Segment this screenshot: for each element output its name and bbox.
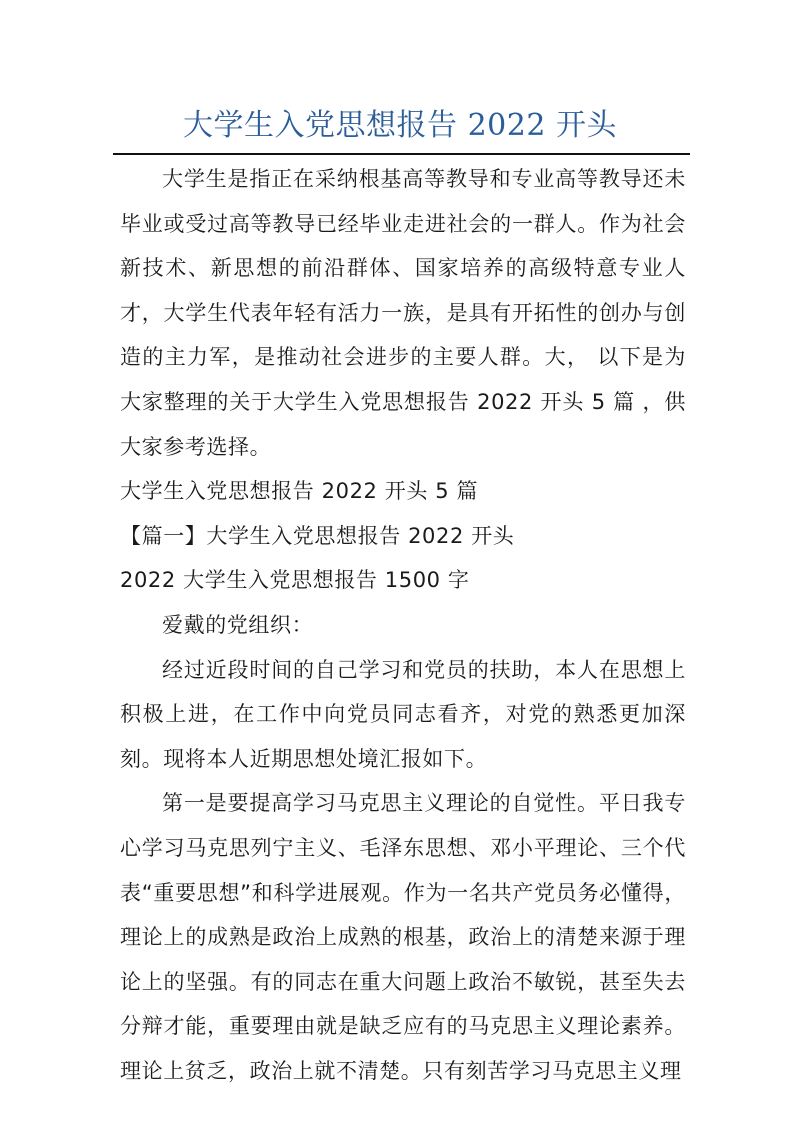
document-title: 大学生入党思想报告 2022 开头 — [183, 108, 617, 143]
article-list-line: 大学生入党思想报告 2022 开头 5 篇 — [120, 479, 479, 504]
salutation: 爱戴的党组织： — [162, 612, 314, 637]
body-paragraph-2: 第一是要提高学习马克思主义理论的自觉性。平日我专心学习马克思列宁主义、毛泽东思想、邓小平理论、三个代表“重要思想”和科学进展观。作为一名共产党员务必懂得，理论上的成熟是政治上成熟的根基，政治上的清楚来源于理论上的坚强。有的同志在重大问题上政治不敏锐，甚至失去分辩才能，重要理由就是缺乏应有的马克思主义理论素养。理论上贫乏，政治上就不清楚。只有刻苦学习马克思主义理 — [120, 791, 686, 1083]
body-paragraph-1: 经过近段时间的自己学习和党员的扶助，本人在思想上积极上进，在工作中向党员同志看齐，对党的熟悉更加深刻。现将本人近期思想处境汇报如下。 — [120, 657, 686, 771]
section-subheading: 2022 大学生入党思想报告 1500 字 — [120, 568, 470, 593]
section-heading: 【篇一】大学生入党思想报告 2022 开头 — [120, 523, 515, 548]
intro-paragraph: 大学生是指正在采纳根基高等教导和专业高等教导还未毕业或受过高等教导已经毕业走进社会的一群人。作为社会新技术、新思想的前沿群体、国家培养的高级特意专业人才，大学生代表年轻有活力一族，是具有开拓性的创办与创造的主力军，是推动社会进步的主要人群。大， 以下是为大家整理的关于大学生入党思想报告 2022 开头 5 篇 ，供大家参考选择。 — [120, 167, 686, 459]
title-underline — [113, 153, 690, 155]
document-body — [120, 157, 686, 1093]
